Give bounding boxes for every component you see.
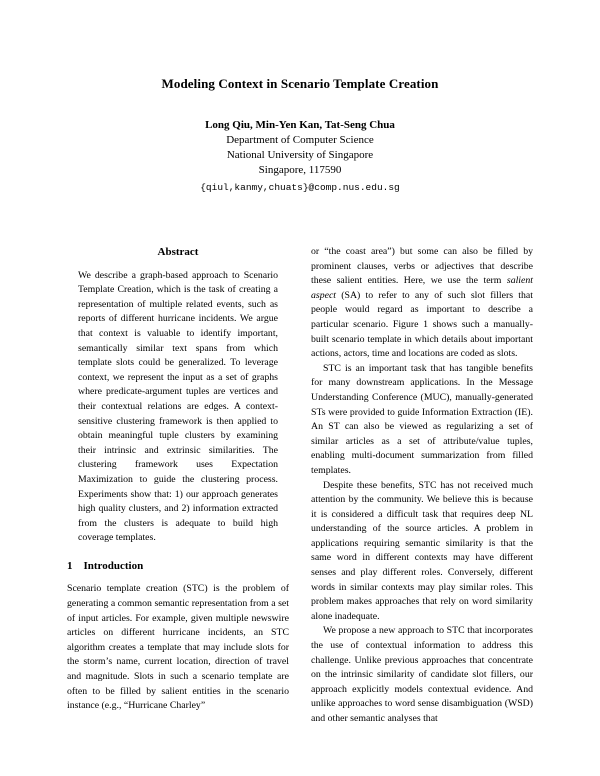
two-column-body (0, 245, 600, 727)
right-paragraph-4: We propose a new approach to STC that incorporates the use of contextual information to address this challenge. Unlike previous approaches that concentrate on the intrinsic similarity of candidate slot fillers, our approach explicitly models contextual evidence. And unlike approaches to word sense disambiguation (WSD) and other semantic analyses that (311, 625, 533, 724)
abstract-body (67, 269, 289, 546)
left-column (67, 245, 289, 727)
right-paragraph-1 (311, 245, 533, 362)
paper-title: Modeling Context in Scenario Template Creation (161, 76, 439, 91)
affiliation-city: Singapore, 117590 (258, 164, 342, 176)
right-paragraph-2: STC is an important task that has tangible benefits for many downstream applications. In the Message Understanding Conference (MUC), manually-generated STs were provided to guide Information Extraction (IE). An ST can also be viewed as regularizing a set of similar articles as a set of attribute/value tuples, enabling multi-document summarization from filled templates. (311, 362, 533, 476)
right-column (311, 245, 533, 727)
author-block (0, 118, 600, 195)
abstract-heading: Abstract (157, 246, 199, 258)
section-heading-introduction: 1 Introduction (67, 559, 144, 572)
authors-line: Long Qiu, Min-Yen Kan, Tat-Seng Chua (205, 119, 395, 131)
abstract-paragraph: We describe a graph-based approach to Scenario Template Creation, which is the task of creating a representation of multiple related events, such as reports of different hurricane incidents. We argue that context is valuable to identify important, semantically similar text spans from which template slots could be generalized. To leverage context, we represent the input as a set of graphs where predicate-argument tuples are vertices and their contextual relations are edges. A context-sensitive clustering framework is then applied to obtain meaningful tuple clusters by examining their intrinsic and extrinsic similarities. The clustering framework uses Expectation Maximization to guide the clustering process. Experiments show that: 1) our approach generates high quality clusters, and 2) information extracted from the clusters is adequate to build high coverage templates. (78, 269, 278, 544)
affiliation-university: National University of Singapore (226, 149, 374, 161)
term-salient-aspect: salient aspect (311, 275, 533, 301)
introduction-paragraph-1: Scenario template creation (STC) is the problem of generating a common semantic representation from a set of input articles. For example, given multiple newswire articles on different hurricane incidents, an STC algorithm creates a template that may include slots for the storm’s name, current location, direction of travel and magnitude. Slots in such a scenario template are often to be filled by salient entities in the scenario instance (e.g., “Hurricane Charley” (67, 583, 289, 712)
authors-email: {qiul,kanmy,chuats}@comp.nus.edu.sg (200, 182, 400, 193)
right-paragraph-3: Despite these benefits, STC has not received much attention by the community. We believe this is because it is considered a difficult task that requires deep NL understanding of the source articles. A problem in applications requiring semantic similarity is that the same word in different contexts may have different senses and play different roles. Conversely, different words in similar contexts may play similar roles. This problem makes approaches that rely on word similarity alone inadequate. (311, 479, 533, 622)
affiliation-department: Department of Computer Science (226, 134, 374, 146)
right-paragraph-1-pre: or “the coast area”) but some can also be filled by prominent clauses, verbs or adjectives that describe these salient entities. Here, we use the term (311, 246, 533, 287)
right-paragraph-1-post: (SA) to refer to any of such slot fillers that people would regard as important to describe a particular scenario. Figure 1 shows such a manually-built scenario template in which details about important actions, actors, time and locations are coded as slots. (311, 289, 533, 360)
